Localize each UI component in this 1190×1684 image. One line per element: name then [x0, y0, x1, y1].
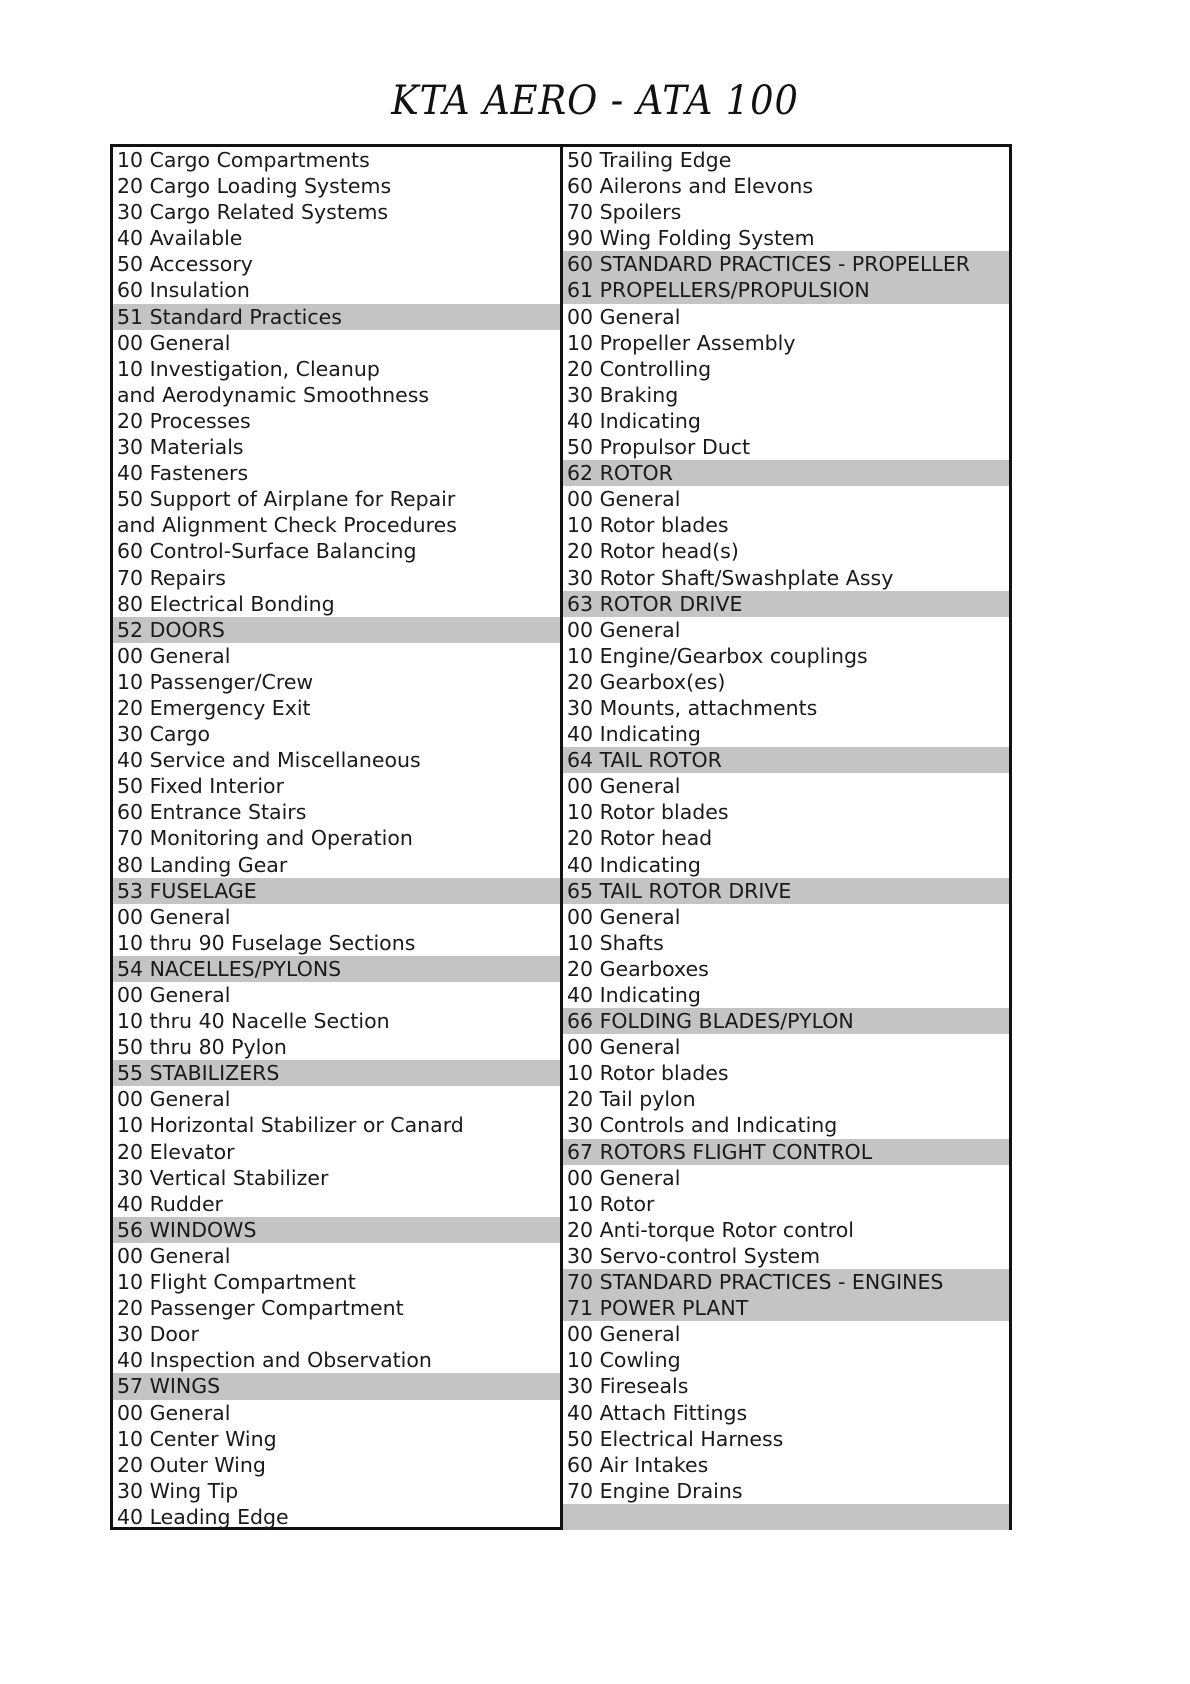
- list-item: 30 Servo-control System: [567, 1243, 821, 1268]
- section-header-row: 66 FOLDING BLADES/PYLON: [563, 1008, 1009, 1034]
- list-item: 20 Rotor head(s): [567, 539, 739, 564]
- list-item: 50 Trailing Edge: [567, 148, 732, 172]
- list-item: 60 Entrance Stairs: [117, 800, 307, 825]
- list-item: 00 General: [117, 904, 231, 929]
- section-header-row: 53 FUSELAGE: [113, 878, 560, 904]
- list-item: 10 thru 40 Nacelle Section: [117, 1009, 390, 1034]
- list-item: 40 Available: [117, 226, 243, 251]
- list-item: 10 Propeller Assembly: [567, 330, 796, 355]
- ata-chapter-table: [110, 144, 1012, 1530]
- list-item: 10 Investigation, Cleanup: [117, 356, 380, 381]
- list-item: 00 General: [117, 1087, 231, 1112]
- list-item: 10 thru 90 Fuselage Sections: [117, 930, 416, 955]
- list-item: 00 General: [117, 983, 231, 1007]
- section-header-row: 64 TAIL ROTOR: [563, 747, 1009, 773]
- list-item: 70 Repairs: [117, 565, 226, 590]
- list-item: 10 Passenger/Crew: [117, 669, 314, 694]
- section-header-row: 52 DOORS: [113, 617, 560, 643]
- list-item: 30 Materials: [117, 435, 244, 460]
- list-item: 70 Spoilers: [567, 200, 682, 225]
- section-header-row: 61 PROPELLERS/PROPULSION: [563, 277, 1009, 303]
- list-item: 40 Indicating: [567, 852, 701, 877]
- list-item: 00 General: [567, 617, 681, 642]
- list-item: 20 Tail pylon: [567, 1087, 696, 1112]
- list-item: 00 General: [567, 774, 681, 799]
- list-item: 00 General: [567, 1165, 681, 1190]
- list-item: 30 Fireseals: [567, 1374, 689, 1399]
- list-item: 80 Electrical Bonding: [117, 591, 335, 616]
- list-item: 40 Inspection and Observation: [117, 1348, 432, 1373]
- list-item: 10 Center Wing: [117, 1426, 277, 1451]
- list-item: 80 Landing Gear: [117, 852, 288, 877]
- list-item: 20 Passenger Compartment: [117, 1296, 404, 1321]
- section-header-row: 65 TAIL ROTOR DRIVE: [563, 878, 1009, 904]
- list-item: 00 General: [567, 487, 681, 512]
- list-item: 20 Cargo Loading Systems: [117, 174, 392, 199]
- list-item: 30 Vertical Stabilizer: [117, 1165, 329, 1190]
- list-item: 20 Anti-torque Rotor control: [567, 1217, 854, 1242]
- list-item: 00 General: [567, 1322, 681, 1347]
- list-item: 10 Rotor blades: [567, 800, 729, 825]
- list-item: 70 Monitoring and Operation: [117, 826, 413, 851]
- list-item: 20 Gearboxes: [567, 956, 709, 981]
- list-item: 10 Horizontal Stabilizer or Canard: [117, 1113, 464, 1138]
- list-item: 50 Support of Airplane for Repair: [117, 487, 456, 512]
- list-item: 50 Accessory: [117, 252, 253, 277]
- list-item: 40 Indicating: [567, 983, 701, 1007]
- list-item: 40 Indicating: [567, 722, 701, 747]
- list-item: 50 Propulsor Duct: [567, 435, 751, 460]
- page-title: KTA AERO - ATA 100: [391, 78, 799, 124]
- list-item: 30 Braking: [567, 382, 679, 407]
- list-item: 90 Wing Folding System: [567, 226, 815, 251]
- right-column: [563, 147, 1009, 1527]
- section-header-row: 60 STANDARD PRACTICES - PROPELLER: [563, 251, 1009, 277]
- list-item: and Aerodynamic Smoothness: [117, 382, 430, 407]
- list-item: 10 Cowling: [567, 1348, 681, 1373]
- list-item: 60 Insulation: [117, 278, 250, 303]
- list-item: 00 General: [567, 304, 681, 329]
- list-item: 00 General: [117, 330, 231, 355]
- list-item: 10 Flight Compartment: [117, 1270, 356, 1295]
- list-item: 00 General: [567, 904, 681, 929]
- list-item: 20 Emergency Exit: [117, 695, 311, 720]
- left-column: [113, 147, 563, 1527]
- section-header-row: 70 STANDARD PRACTICES - ENGINES: [563, 1269, 1009, 1295]
- list-item: 10 Rotor blades: [567, 513, 729, 538]
- list-item: 60 Ailerons and Elevons: [567, 174, 814, 199]
- section-header-row: 62 ROTOR: [563, 460, 1009, 486]
- list-item: 30 Wing Tip: [117, 1478, 239, 1503]
- list-item: 20 Gearbox(es): [567, 669, 726, 694]
- list-item: 60 Control-Surface Balancing: [117, 539, 417, 564]
- list-item: 20 Rotor head: [567, 826, 713, 851]
- list-item: and Alignment Check Procedures: [117, 513, 457, 538]
- list-item: 10 Rotor: [567, 1191, 655, 1216]
- list-item: 20 Processes: [117, 408, 251, 433]
- list-item: 10 Engine/Gearbox couplings: [567, 643, 868, 668]
- list-item: 30 Cargo Related Systems: [117, 200, 389, 225]
- list-item: 20 Elevator: [117, 1139, 235, 1164]
- list-item: 40 Leading Edge: [117, 1504, 289, 1529]
- list-item: 00 General: [117, 1243, 231, 1268]
- section-header-row: 56 WINDOWS: [113, 1217, 560, 1243]
- section-header-row: 54 NACELLES/PYLONS: [113, 956, 560, 982]
- list-item: 50 Fixed Interior: [117, 774, 285, 799]
- list-item: 30 Mounts, attachments: [567, 695, 818, 720]
- list-item: 40 Service and Miscellaneous: [117, 748, 421, 773]
- section-header-row: 71 POWER PLANT: [563, 1295, 1009, 1321]
- list-item: 30 Rotor Shaft/Swashplate Assy: [567, 565, 894, 590]
- list-item: 10 Shafts: [567, 930, 664, 955]
- list-item: 10 Cargo Compartments: [117, 148, 370, 172]
- list-item: 30 Door: [117, 1322, 199, 1347]
- list-item: 00 General: [117, 643, 231, 668]
- list-item: 10 Rotor blades: [567, 1061, 729, 1086]
- section-header-row: 55 STABILIZERS: [113, 1060, 560, 1086]
- list-item: 20 Outer Wing: [117, 1452, 266, 1477]
- list-item: 50 thru 80 Pylon: [117, 1035, 287, 1060]
- section-header-row: 51 Standard Practices: [113, 304, 560, 330]
- list-item: 20 Controlling: [567, 356, 712, 381]
- list-item: 30 Cargo: [117, 722, 211, 747]
- list-item: 40 Rudder: [117, 1191, 223, 1216]
- section-header-row: 57 WINGS: [113, 1373, 560, 1399]
- section-header-row: [563, 1504, 1009, 1530]
- list-item: 00 General: [117, 1400, 231, 1425]
- list-item: 40 Fasteners: [117, 461, 249, 486]
- section-header-row: 63 ROTOR DRIVE: [563, 591, 1009, 617]
- list-item: 50 Electrical Harness: [567, 1426, 784, 1451]
- list-item: 40 Indicating: [567, 408, 701, 433]
- section-header-row: 67 ROTORS FLIGHT CONTROL: [563, 1139, 1009, 1165]
- list-item: 00 General: [567, 1035, 681, 1060]
- list-item: 70 Engine Drains: [567, 1478, 743, 1503]
- list-item: 30 Controls and Indicating: [567, 1113, 838, 1138]
- list-item: 60 Air Intakes: [567, 1452, 709, 1477]
- list-item: 40 Attach Fittings: [567, 1400, 748, 1425]
